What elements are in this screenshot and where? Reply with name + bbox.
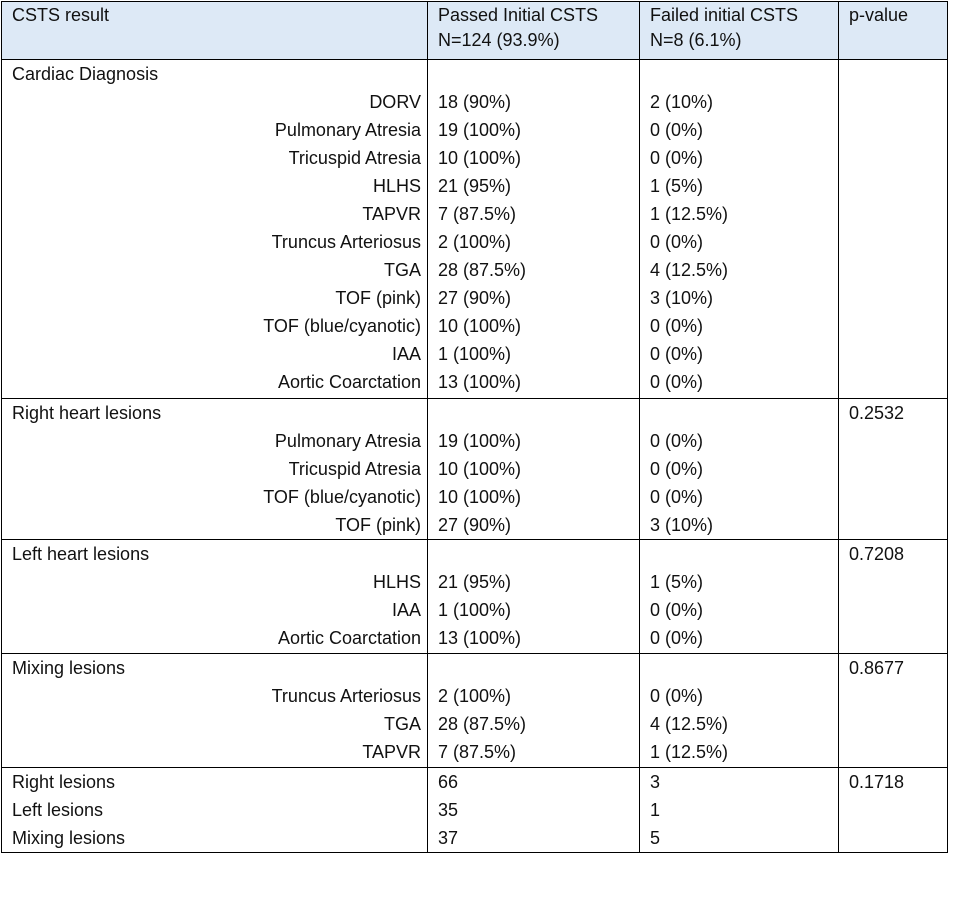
blank-line (650, 654, 834, 682)
passed-value: 21 (95%) (438, 572, 512, 593)
header-csts-result: CSTS result (2, 2, 428, 60)
failed-value: 1 (5%) (650, 176, 704, 196)
passed-value: 7 (87.5%) (438, 204, 517, 224)
failed-value: 0 (0%) (650, 372, 704, 392)
failed-value: 3 (10%) (650, 514, 714, 535)
passed-value: 21 (95%) (438, 176, 512, 196)
row-label: Aortic Coarctation (277, 628, 421, 649)
failed-value: 1 (12.5%) (650, 204, 729, 224)
failed-value: 2 (10%) (650, 92, 714, 112)
passed-value: 2 (100%) (438, 232, 512, 252)
passed-value: 10 (100%) (438, 316, 522, 336)
passed-value: 2 (100%) (438, 685, 512, 706)
passed-value: 35 (438, 799, 459, 820)
row-label: DORV (369, 92, 421, 112)
summary-label: Right lesions (12, 771, 116, 792)
summary-passed-cell (428, 767, 640, 852)
failed-value: 4 (12.5%) (650, 713, 729, 734)
row-label: TAPVR (362, 741, 421, 762)
passed-value: 66 (438, 771, 459, 792)
blank-line (650, 60, 834, 88)
passed-cell (428, 60, 640, 399)
section-title: Cardiac Diagnosis (12, 64, 159, 84)
section-title: Right heart lesions (12, 402, 162, 423)
section-row (2, 398, 948, 540)
row-label: IAA (391, 600, 421, 621)
failed-value: 0 (0%) (650, 600, 704, 621)
row-label: TOF (pink) (335, 288, 421, 308)
failed-value: 4 (12.5%) (650, 260, 729, 280)
header-row (2, 2, 948, 60)
header-passed: Passed Initial CSTS N=124 (93.9%) (428, 2, 640, 60)
failed-value: 1 (5%) (650, 572, 704, 593)
passed-value: 19 (100%) (438, 430, 522, 451)
failed-cell (640, 653, 839, 767)
failed-value: 1 (650, 799, 661, 820)
passed-value: 18 (90%) (438, 92, 512, 112)
summary-p-value-cell (839, 767, 948, 852)
header-failed: Failed initial CSTS N=8 (6.1%) (640, 2, 839, 60)
row-label: Truncus Arteriosus (271, 685, 421, 706)
section-labels-cell (2, 398, 428, 540)
row-label: Truncus Arteriosus (271, 232, 421, 252)
row-label: IAA (391, 344, 421, 364)
row-label: TGA (383, 260, 421, 280)
row-label: TGA (383, 713, 421, 734)
section-row (2, 540, 948, 654)
section-row (2, 60, 948, 399)
row-label: Pulmonary Atresia (274, 120, 421, 140)
row-label: TOF (pink) (335, 514, 421, 535)
summary-row (2, 767, 948, 852)
passed-value: 1 (100%) (438, 600, 512, 621)
blank-line (438, 540, 635, 568)
p-value-cell (839, 540, 948, 654)
failed-value: 0 (0%) (650, 486, 704, 507)
row-label: HLHS (372, 572, 421, 593)
failed-value: 0 (0%) (650, 232, 704, 252)
failed-value: 1 (12.5%) (650, 741, 729, 762)
blank-line (650, 399, 834, 427)
p-value: 0.2532 (849, 402, 905, 423)
row-label: TOF (blue/cyanotic) (263, 486, 421, 507)
csts-results-table (1, 1, 948, 853)
blank-line (438, 399, 635, 427)
passed-cell (428, 653, 640, 767)
passed-value: 10 (100%) (438, 486, 522, 507)
failed-value: 0 (0%) (650, 120, 704, 140)
header-p-value: p-value (839, 2, 948, 60)
p-value (849, 60, 943, 88)
section-row (2, 653, 948, 767)
passed-value: 28 (87.5%) (438, 260, 527, 280)
failed-cell (640, 398, 839, 540)
p-value-cell (839, 398, 948, 540)
row-label: Tricuspid Atresia (288, 148, 421, 168)
p-value: 0.7208 (849, 544, 905, 565)
row-label: Tricuspid Atresia (288, 458, 421, 479)
passed-cell (428, 540, 640, 654)
failed-value: 0 (0%) (650, 148, 704, 168)
failed-value: 0 (0%) (650, 344, 704, 364)
summary-failed-cell (640, 767, 839, 852)
passed-value: 7 (87.5%) (438, 741, 517, 762)
failed-value: 3 (650, 771, 661, 792)
summary-label: Left lesions (12, 799, 104, 820)
passed-value: 13 (100%) (438, 628, 522, 649)
passed-value: 19 (100%) (438, 120, 522, 140)
row-label: Aortic Coarctation (277, 372, 421, 392)
failed-cell (640, 540, 839, 654)
failed-value: 5 (650, 827, 661, 848)
blank-line (650, 540, 834, 568)
section-title: Left heart lesions (12, 544, 150, 565)
row-label: Pulmonary Atresia (274, 430, 421, 451)
passed-value: 13 (100%) (438, 372, 522, 392)
p-value: 0.8677 (849, 657, 905, 678)
passed-value: 28 (87.5%) (438, 713, 527, 734)
failed-value: 0 (0%) (650, 316, 704, 336)
failed-value: 3 (10%) (650, 288, 714, 308)
p-value-cell (839, 60, 948, 399)
blank-line (438, 654, 635, 682)
section-title: Mixing lesions (12, 657, 126, 678)
p-value: 0.1718 (849, 771, 905, 792)
row-label: TAPVR (362, 204, 421, 224)
passed-value: 37 (438, 827, 459, 848)
passed-cell (428, 398, 640, 540)
p-value-cell (839, 653, 948, 767)
passed-value: 1 (100%) (438, 344, 512, 364)
failed-value: 0 (0%) (650, 685, 704, 706)
summary-label: Mixing lesions (12, 827, 126, 848)
passed-value: 10 (100%) (438, 148, 522, 168)
section-labels-cell (2, 653, 428, 767)
failed-value: 0 (0%) (650, 458, 704, 479)
row-label: TOF (blue/cyanotic) (263, 316, 421, 336)
summary-labels-cell (2, 767, 428, 852)
passed-value: 10 (100%) (438, 458, 522, 479)
passed-value: 27 (90%) (438, 514, 512, 535)
failed-value: 0 (0%) (650, 430, 704, 451)
blank-line (438, 60, 635, 88)
section-labels-cell (2, 540, 428, 654)
failed-value: 0 (0%) (650, 628, 704, 649)
failed-cell (640, 60, 839, 399)
section-labels-cell (2, 60, 428, 399)
passed-value: 27 (90%) (438, 288, 512, 308)
row-label: HLHS (372, 176, 421, 196)
